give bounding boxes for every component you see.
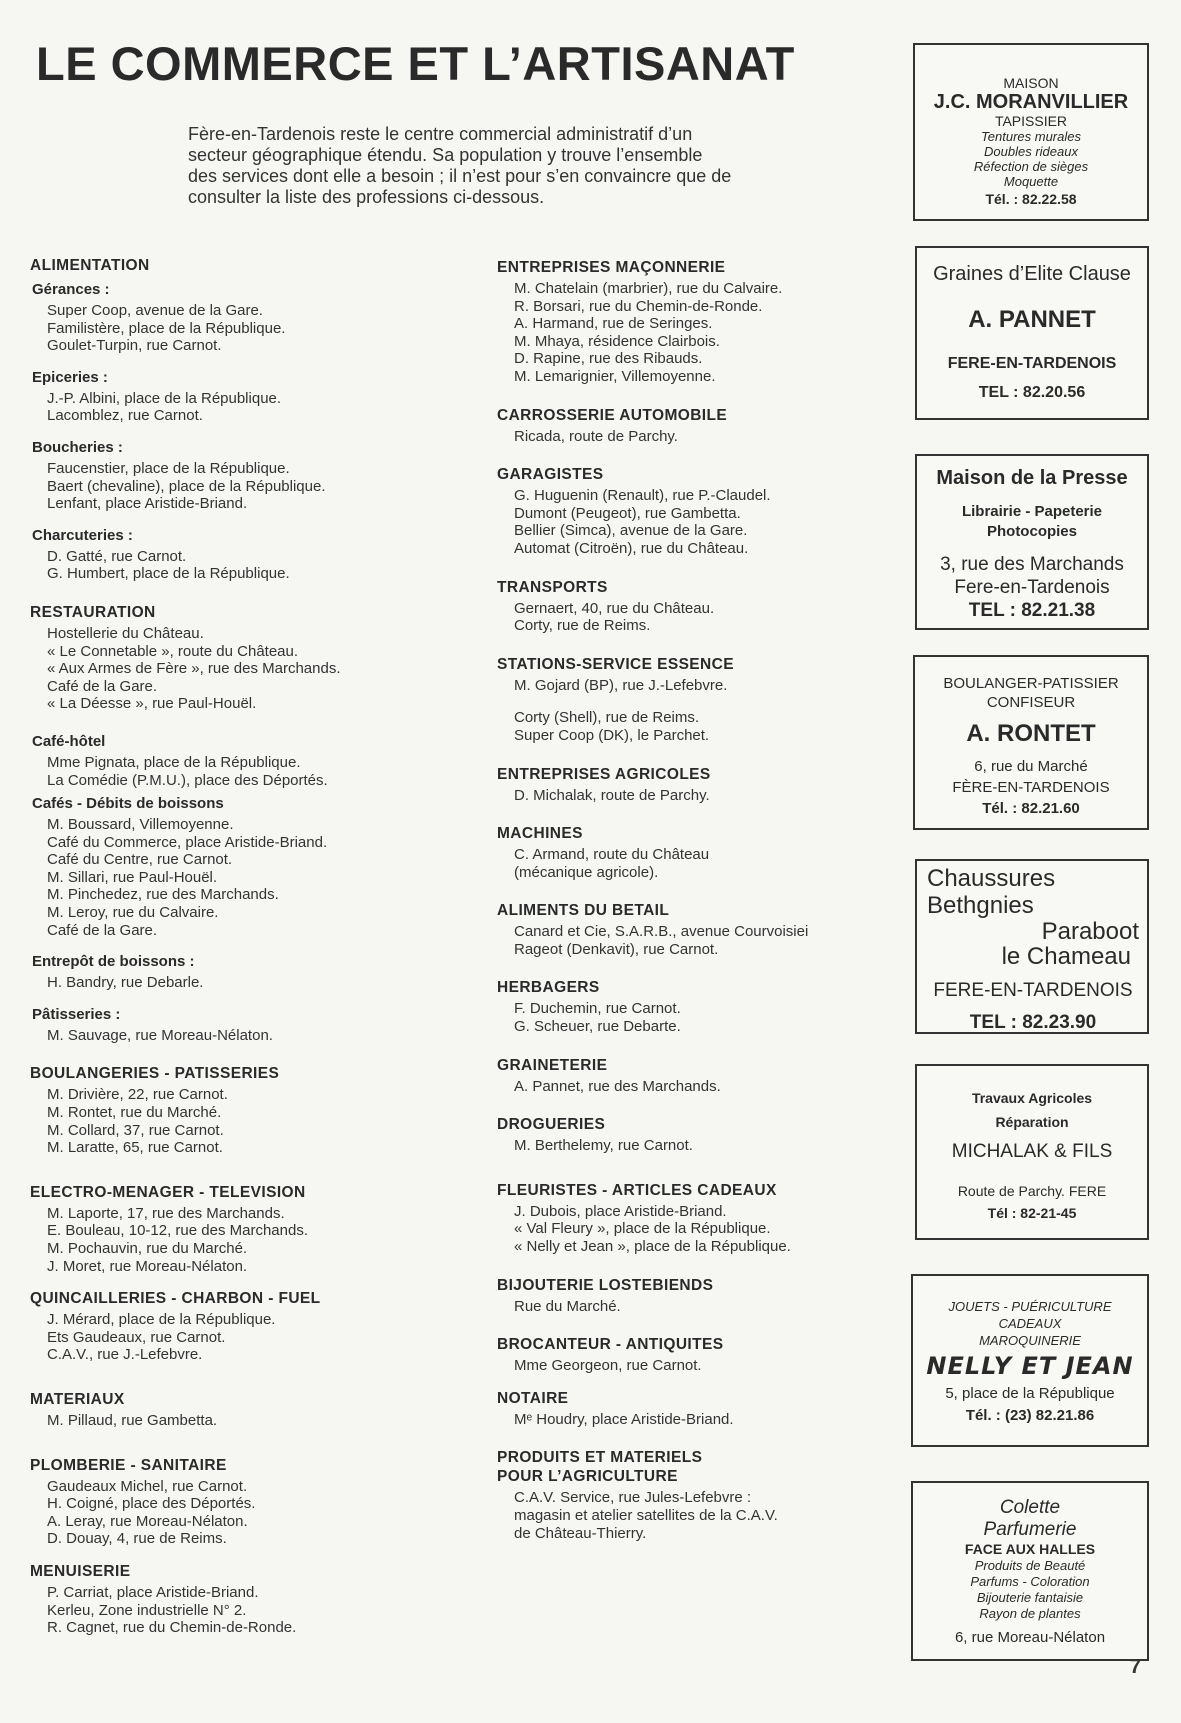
list-item: M. Drivière, 22, rue Carnot. xyxy=(47,1086,228,1104)
list-item: J. Dubois, place Aristide-Briand. xyxy=(514,1202,727,1220)
ad-line: MAROQUINERIE xyxy=(979,1333,1081,1348)
list-item: M. Pochauvin, rue du Marché. xyxy=(47,1240,248,1257)
category-title: RESTAURATION xyxy=(30,603,156,621)
list-item: Dumont (Peugeot), rue Gambetta. xyxy=(514,504,741,522)
list-item: Kerleu, Zone industrielle N° 2. xyxy=(47,1601,247,1619)
ad-line: TAPISSIER xyxy=(994,113,1068,129)
category-title: PLOMBERIE - SANITAIRE xyxy=(30,1456,227,1474)
entry-list xyxy=(514,787,867,805)
list-item: Mᵉ Houdry, place Aristide-Briand. xyxy=(514,1410,734,1428)
entry-list xyxy=(514,1298,867,1316)
list-item: Gaudeaux Michel, rue Carnot. xyxy=(47,1477,248,1495)
list-item: M. Leroy, rue du Calvaire. xyxy=(47,904,219,922)
ad-name: Chaussures xyxy=(927,865,1056,892)
category-title: HERBAGERS xyxy=(497,979,600,997)
left-column xyxy=(30,256,470,1637)
ad-line: Réparation xyxy=(995,1114,1069,1130)
ad-phone: Tél. : 82.22.58 xyxy=(985,191,1077,207)
list-item: Corty, rue de Reims. xyxy=(514,617,651,635)
ad-line: Tentures murales xyxy=(981,129,1081,144)
list-item: J. Moret, rue Moreau-Nélaton. xyxy=(47,1257,248,1275)
ad-line: Réfection de sièges xyxy=(973,159,1089,174)
list-item: M. Sauvage, rue Moreau-Nélaton. xyxy=(47,1026,273,1044)
ad-line: FACE AUX HALLES xyxy=(964,1541,1096,1557)
ad-phone: TEL : 82.23.90 xyxy=(969,1012,1097,1033)
list-item: M. Laporte, 17, rue des Marchands. xyxy=(47,1204,285,1222)
list-item: Mme Georgeon, rue Carnot. xyxy=(514,1357,702,1375)
subcategory-title: Boucheries : xyxy=(32,438,123,456)
entry-list xyxy=(47,390,470,425)
ad-line: Librairie - Papeterie xyxy=(961,503,1103,520)
category-title: BIJOUTERIE LOSTEBIENDS xyxy=(497,1276,714,1294)
list-item: F. Duchemin, rue Carnot. xyxy=(514,1000,681,1018)
intro-paragraph: Fère-en-Tardenois reste le centre commercial administratif d’un secteur géographique étendu. Sa population y trouve l’ensemble des services dont elle a besoin ; il n’est pour s’en convaincre que de consulter la liste des professions ci-dessous. xyxy=(188,124,732,207)
list-item: C.A.V., rue J.-Lefebvre. xyxy=(47,1346,203,1364)
ad-line: Moquette xyxy=(1003,174,1059,189)
list-item: Mme Pignata, place de la République. xyxy=(47,753,301,771)
ad-name: MICHALAK & FILS xyxy=(951,1141,1113,1162)
list-item: Ets Gaudeaux, rue Carnot. xyxy=(47,1328,226,1346)
ad-name: Maison de la Presse xyxy=(936,467,1128,489)
category-title: GARAGISTES xyxy=(497,466,604,484)
list-item: (mécanique agricole). xyxy=(514,863,659,881)
category-title: ELECTRO-MENAGER - TELEVISION xyxy=(30,1183,306,1201)
ad-line: 3, rue des Marchands xyxy=(940,554,1124,575)
entry-list xyxy=(47,625,470,713)
entry-list xyxy=(47,754,470,789)
ad-phone: TEL : 82.20.56 xyxy=(978,384,1086,401)
ad-line: Bijouterie fantaisie xyxy=(976,1590,1084,1605)
ad-line: Graines d’Elite Clause xyxy=(933,263,1131,285)
entry-list xyxy=(514,1000,867,1035)
category-title: MACHINES xyxy=(497,825,583,843)
list-item: « Nelly et Jean », place de la République. xyxy=(514,1238,791,1256)
list-item: M. Rontet, rue du Marché. xyxy=(47,1104,222,1122)
list-item: « La Déesse », rue Paul-Houël. xyxy=(47,695,257,713)
list-item: Automat (Citroën), rue du Château. xyxy=(514,539,749,557)
list-item: M. Gojard (BP), rue J.-Lefebvre. xyxy=(514,676,728,694)
list-item: G. Humbert, place de la République. xyxy=(47,565,290,583)
ad-line: Photocopies xyxy=(986,523,1077,540)
ad-line: Produits de Beauté xyxy=(974,1558,1086,1573)
entry-list xyxy=(514,677,867,695)
ad-line: Rayon de plantes xyxy=(979,1606,1081,1621)
list-item: C.A.V. Service, rue Jules-Lefebvre : xyxy=(514,1489,752,1507)
list-item: Baert (chevaline), place de la République. xyxy=(47,477,326,495)
entry-list xyxy=(47,1478,470,1548)
category-title: MATERIAUX xyxy=(30,1390,125,1408)
ad-line: FERE-EN-TARDENOIS xyxy=(933,980,1133,1001)
entry-list xyxy=(47,1027,470,1045)
entry-list xyxy=(47,974,470,992)
list-item: J. Mérard, place de la République. xyxy=(47,1311,276,1329)
list-item: A. Pannet, rue des Marchands. xyxy=(514,1077,721,1095)
entry-list xyxy=(514,1411,867,1429)
entry-list xyxy=(514,709,867,744)
entry-list xyxy=(514,1078,867,1096)
ad-line: FÈRE-EN-TARDENOIS xyxy=(952,779,1110,796)
subcategory-title: Epiceries : xyxy=(32,368,108,386)
category-title: ENTREPRISES MAÇONNERIE xyxy=(497,259,726,276)
list-item: M. Boussard, Villemoyenne. xyxy=(47,816,234,834)
list-item: Corty (Shell), rue de Reims. xyxy=(514,709,700,727)
ad-rontet xyxy=(913,655,1149,830)
list-item: « Val Fleury », place de la République. xyxy=(514,1220,771,1238)
subcategory-title: Entrepôt de boissons : xyxy=(32,953,195,971)
ad-maison-presse xyxy=(915,454,1149,630)
entry-list xyxy=(47,548,470,583)
list-item: Café du Commerce, place Aristide-Briand. xyxy=(47,833,328,851)
ad-line: JOUETS - PUÉRICULTURE xyxy=(948,1299,1112,1314)
ad-line: 5, place de la République xyxy=(945,1385,1115,1402)
list-item: de Château-Thierry. xyxy=(514,1524,647,1542)
ad-name: Colette xyxy=(999,1497,1061,1518)
list-item: D. Douay, 4, rue de Reims. xyxy=(47,1530,227,1548)
category-title: ALIMENTATION xyxy=(30,257,150,274)
list-item: M. Sillari, rue Paul-Houël. xyxy=(47,868,218,886)
list-item: D. Rapine, rue des Ribauds. xyxy=(514,350,703,368)
ad-name: Bethgnies xyxy=(927,892,1034,919)
ad-pannet xyxy=(915,246,1149,420)
list-item: G. Huguenin (Renault), rue P.-Claudel. xyxy=(514,487,771,505)
ad-nelly-et-jean xyxy=(911,1274,1149,1447)
list-item: Rue du Marché. xyxy=(514,1297,621,1315)
category-title: NOTAIRE xyxy=(497,1389,569,1407)
page-title: LE COMMERCE ET L’ARTISANAT xyxy=(36,37,795,90)
ad-line: FERE-EN-TARDENOIS xyxy=(947,355,1117,372)
list-item: Café de la Gare. xyxy=(47,677,158,695)
entry-list xyxy=(514,923,867,958)
ad-line: 6, rue Moreau-Nélaton xyxy=(954,1629,1106,1646)
ad-name: A. PANNET xyxy=(968,306,1096,333)
entry-list xyxy=(47,302,470,355)
entry-list xyxy=(47,1412,470,1430)
list-item: D. Michalak, route de Parchy. xyxy=(514,786,710,804)
list-item: H. Coigné, place des Déportés. xyxy=(47,1495,256,1513)
list-item: M. Lemarignier, Villemoyenne. xyxy=(514,367,716,385)
list-item: H. Bandry, rue Debarle. xyxy=(47,974,204,992)
ad-colette xyxy=(911,1481,1149,1661)
ad-name: Parfumerie xyxy=(983,1519,1077,1540)
ad-phone: TEL : 82.21.38 xyxy=(968,600,1096,621)
ad-name: A. RONTET xyxy=(966,720,1096,747)
list-item: Rageot (Denkavit), rue Carnot. xyxy=(514,940,719,958)
entry-list xyxy=(47,1311,470,1364)
category-title: MENUISERIE xyxy=(30,1562,131,1580)
category-title: QUINCAILLERIES - CHARBON - FUEL xyxy=(30,1290,321,1308)
subcategory-title: Charcuteries : xyxy=(32,526,133,544)
category-title: CARROSSERIE AUTOMOBILE xyxy=(497,406,728,424)
list-item: Café du Centre, rue Carnot. xyxy=(47,851,233,869)
list-item: R. Borsari, rue du Chemin-de-Ronde. xyxy=(514,297,763,315)
entry-list xyxy=(47,1086,470,1156)
list-item: Super Coop (DK), le Parchet. xyxy=(514,726,710,744)
ad-phone: Tél. : (23) 82.21.86 xyxy=(965,1407,1095,1424)
entry-list xyxy=(514,280,867,386)
entry-list xyxy=(514,1357,867,1375)
subcategory-title: Pâtisseries : xyxy=(32,1005,121,1023)
list-item: Bellier (Simca), avenue de la Gare. xyxy=(514,522,748,540)
ad-line: Fere-en-Tardenois xyxy=(954,577,1110,598)
entry-list xyxy=(514,600,867,635)
category-title: BROCANTEUR - ANTIQUITES xyxy=(497,1336,724,1354)
category-title: TRANSPORTS xyxy=(497,578,608,596)
list-item: Hostellerie du Château. xyxy=(47,624,204,642)
list-item: E. Bouleau, 10-12, rue des Marchands. xyxy=(47,1222,308,1240)
list-item: M. Collard, 37, rue Carnot. xyxy=(47,1121,224,1139)
ad-bethgnies xyxy=(915,859,1149,1034)
list-item: M. Berthelemy, rue Carnot. xyxy=(514,1137,693,1155)
ad-logo: NELLY ET JEAN xyxy=(926,1352,1134,1380)
entry-list xyxy=(514,428,867,446)
entry-list xyxy=(47,1205,470,1275)
ad-moranvillier xyxy=(913,43,1149,221)
list-item: R. Cagnet, rue du Chemin-de-Ronde. xyxy=(47,1619,297,1637)
list-item: M. Mhaya, résidence Clairbois. xyxy=(514,332,720,350)
list-item: « Le Connetable », route du Château. xyxy=(47,642,299,660)
ad-phone: Tél. : 82.21.60 xyxy=(982,800,1080,817)
ad-line: 6, rue du Marché xyxy=(974,758,1088,775)
ad-line: le Chameau xyxy=(1001,943,1131,970)
page-number: 7 xyxy=(1129,1656,1141,1678)
ad-line: CONFISEUR xyxy=(986,694,1076,711)
list-item: J.-P. Albini, place de la République. xyxy=(47,389,282,407)
list-item: Gernaert, 40, rue du Château. xyxy=(514,599,715,617)
list-item: Lacomblez, rue Carnot. xyxy=(47,407,203,425)
list-item: magasin et atelier satellites de la C.A.V. xyxy=(514,1507,778,1524)
list-item: La Comédie (P.M.U.), place des Déportés. xyxy=(47,771,328,789)
list-item: C. Armand, route du Château xyxy=(514,846,710,864)
subcategory-title: Gérances : xyxy=(32,281,110,298)
ad-line: BOULANGER-PATISSIER xyxy=(943,675,1119,692)
list-item: Super Coop, avenue de la Gare. xyxy=(47,302,263,319)
entry-list xyxy=(514,1489,867,1542)
category-title: PRODUITS ET MATERIELS POUR L’AGRICULTURE xyxy=(497,1449,703,1486)
list-item: Goulet-Turpin, rue Carnot. xyxy=(47,337,222,355)
category-title: ENTREPRISES AGRICOLES xyxy=(497,765,711,783)
list-item: « Aux Armes de Fère », rue des Marchands. xyxy=(47,660,341,678)
middle-column xyxy=(497,258,867,1542)
list-item: Faucenstier, place de la République. xyxy=(47,459,290,477)
list-item: A. Harmand, rue de Seringes. xyxy=(514,315,713,333)
list-item: Canard et Cie, S.A.R.B., avenue Courvoisiei xyxy=(514,923,809,941)
category-title: GRAINETERIE xyxy=(497,1056,608,1074)
ad-line: Parfums - Coloration xyxy=(970,1574,1090,1589)
ad-line: Paraboot xyxy=(1041,918,1139,945)
entry-list xyxy=(514,1203,867,1256)
subcategory-title: Cafés - Débits de boissons xyxy=(32,795,224,813)
list-item: D. Gatté, rue Carnot. xyxy=(47,547,187,565)
list-item: M. Pinchedez, rue des Marchands. xyxy=(47,886,279,904)
entry-list xyxy=(47,816,470,939)
ad-line: MAISON xyxy=(1003,75,1059,91)
ad-phone: Tél : 82-21-45 xyxy=(987,1205,1077,1221)
ad-line: Route de Parchy. FERE xyxy=(957,1183,1107,1199)
list-item: M. Pillaud, rue Gambetta. xyxy=(47,1411,218,1429)
list-item: Familistère, place de la République. xyxy=(47,319,286,337)
list-item: Ricada, route de Parchy. xyxy=(514,427,678,445)
subcategory-title: Café-hôtel xyxy=(32,732,106,750)
category-title: DROGUERIES xyxy=(497,1116,606,1134)
category-title: FLEURISTES - ARTICLES CADEAUX xyxy=(497,1181,777,1199)
entry-list xyxy=(47,1584,470,1637)
category-title: ALIMENTS DU BETAIL xyxy=(497,902,670,920)
list-item: P. Carriat, place Aristide-Briand. xyxy=(47,1583,259,1601)
list-item: Lenfant, place Aristide-Briand. xyxy=(47,495,248,513)
entry-list xyxy=(47,460,470,513)
entry-list xyxy=(514,1137,867,1155)
ad-line: Doubles rideaux xyxy=(984,144,1078,159)
entry-list xyxy=(514,487,867,557)
list-item: G. Scheuer, rue Debarte. xyxy=(514,1018,681,1036)
ad-michalak xyxy=(915,1064,1149,1240)
entry-list xyxy=(514,846,867,881)
list-item: A. Leray, rue Moreau-Nélaton. xyxy=(47,1512,248,1530)
list-item: M. Chatelain (marbrier), rue du Calvaire. xyxy=(514,280,783,297)
list-item: M. Laratte, 65, rue Carnot. xyxy=(47,1139,223,1157)
category-title: STATIONS-SERVICE ESSENCE xyxy=(497,655,734,673)
ad-line: CADEAUX xyxy=(998,1316,1062,1331)
ad-line: Travaux Agricoles xyxy=(971,1090,1093,1106)
list-item: Café de la Gare. xyxy=(47,921,158,939)
category-title: BOULANGERIES - PATISSERIES xyxy=(30,1065,280,1083)
ad-name: J.C. MORANVILLIER xyxy=(933,91,1129,113)
